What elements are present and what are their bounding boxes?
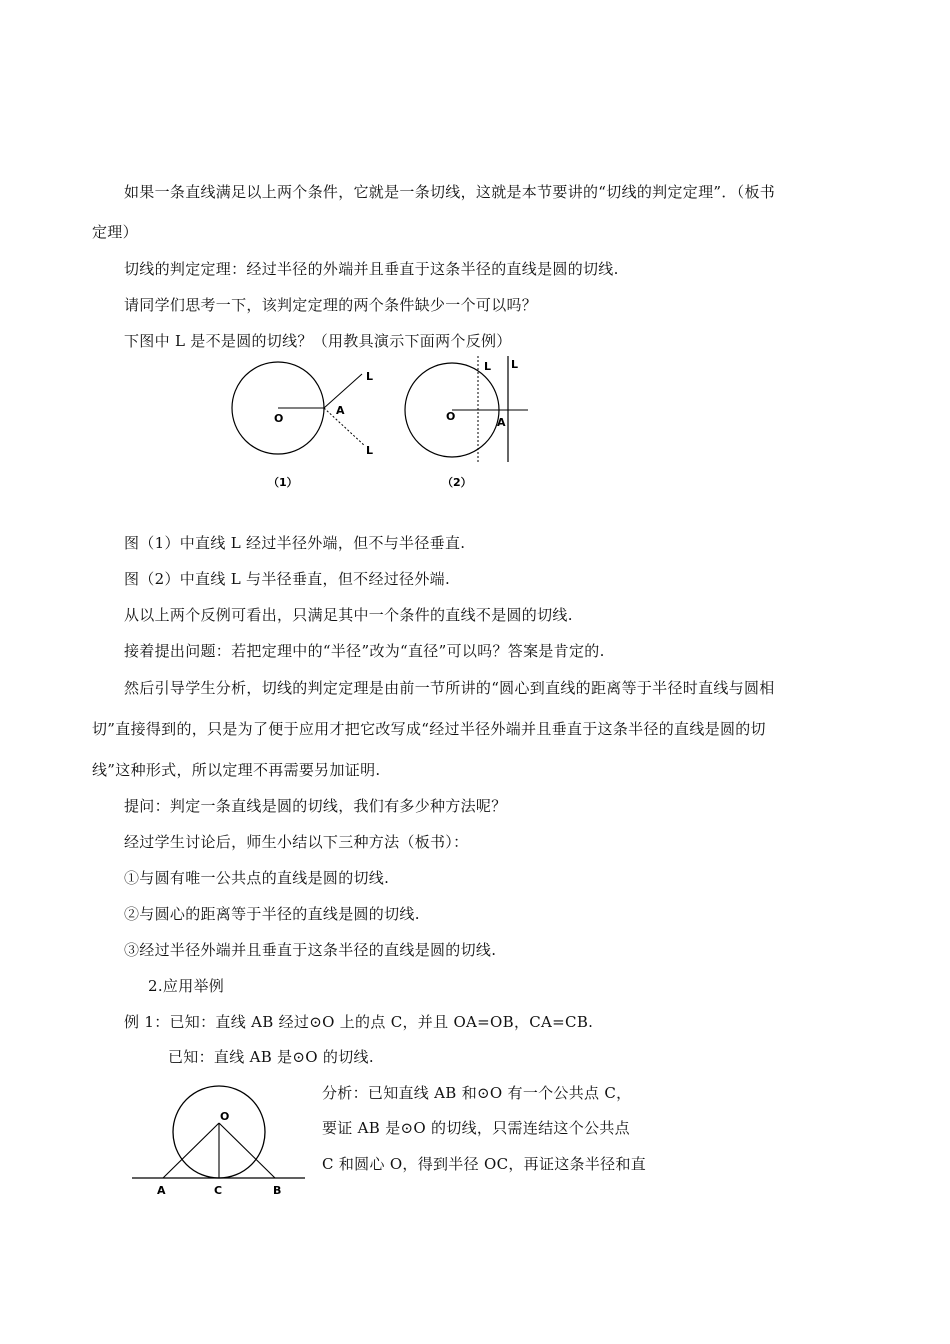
paragraph-figure2-explanation: 图（2）中直线 L 与半径垂直，但不经过径外端. bbox=[124, 570, 451, 588]
paragraph-figure-intro: 下图中 L 是不是圆的切线？（用教具演示下面两个反例） bbox=[124, 332, 512, 350]
figure3-label-b: B bbox=[273, 1184, 282, 1197]
figure1-label-a: A bbox=[336, 404, 345, 417]
paragraph-theorem-intro: 如果一条直线满足以上两个条件，它就是一条切线，这就是本节要讲的“切线的判定定理”．（板书 bbox=[124, 183, 776, 201]
method-item-1: ①与圆有唯一公共点的直线是圆的切线. bbox=[124, 869, 390, 887]
paragraph-methods-question: 提问：判定一条直线是圆的切线，我们有多少种方法呢？ bbox=[124, 797, 507, 815]
paragraph-methods-summary: 经过学生讨论后，师生小结以下三种方法（板书）： bbox=[124, 833, 469, 851]
figure2-label-a: A bbox=[497, 416, 506, 429]
paragraph-theorem-statement: 切线的判定定理：经过半径的外端并且垂直于这条半径的直线是圆的切线. bbox=[124, 260, 619, 278]
figure1-label-o: O bbox=[274, 412, 284, 425]
figure1-label-l-bottom: L bbox=[366, 444, 374, 457]
paragraph-analysis-2: 切”直接得到的，只是为了便于应用才把它改写成“经过半径外端并且垂直于这条半径的直线是圆的切 bbox=[92, 720, 766, 738]
figure-counterexample-2 bbox=[400, 354, 540, 494]
figure1-caption: （1） bbox=[268, 476, 298, 489]
paragraph-analysis-1: 然后引导学生分析，切线的判定定理是由前一节所讲的“圆心到直线的距离等于半径时直线与圆相 bbox=[124, 679, 775, 697]
figure3-segment-oa bbox=[163, 1123, 219, 1178]
paragraph-diameter-question: 接着提出问题：若把定理中的“半径”改为“直径”可以吗？答案是肯定的. bbox=[124, 642, 605, 660]
paragraph-conclusion: 从以上两个反例可看出，只满足其中一个条件的直线不是圆的切线. bbox=[124, 606, 573, 624]
section-heading: 2.应用举例 bbox=[148, 977, 225, 995]
figure-example-1 bbox=[130, 1076, 310, 1200]
figure3-label-o: O bbox=[220, 1110, 230, 1123]
figure2-caption: （2） bbox=[442, 476, 472, 489]
figure3-label-a: A bbox=[157, 1184, 166, 1197]
method-item-2: ②与圆心的距离等于半径的直线是圆的切线. bbox=[124, 905, 420, 923]
figure-counterexample-1 bbox=[230, 358, 380, 493]
analysis-line-2: 要证 AB 是⊙O 的切线，只需连结这个公共点 bbox=[322, 1119, 630, 1137]
example-prove: 已知：直线 AB 是⊙O 的切线. bbox=[168, 1048, 374, 1066]
figure1-line-l-upper bbox=[324, 374, 362, 408]
example-given: 例 1：已知：直线 AB 经过⊙O 上的点 C，并且 OA=OB，CA=CB. bbox=[124, 1013, 594, 1031]
analysis-line-3: C 和圆心 O，得到半径 OC，再证这条半径和直 bbox=[322, 1155, 647, 1173]
paragraph-theorem-intro-cont: 定理） bbox=[92, 223, 138, 241]
analysis-line-1: 分析：已知直线 AB 和⊙O 有一个公共点 C， bbox=[322, 1084, 632, 1102]
figure3-label-c: C bbox=[214, 1184, 223, 1197]
figure1-label-l-top: L bbox=[366, 370, 374, 383]
figure2-label-l-dotted: L bbox=[484, 360, 492, 373]
paragraph-analysis-3: 线”这种形式，所以定理不再需要另加证明. bbox=[92, 761, 381, 779]
figure2-label-l-solid: L bbox=[511, 358, 519, 371]
figure3-segment-ob bbox=[219, 1123, 275, 1178]
figure2-label-o: O bbox=[446, 410, 456, 423]
paragraph-question: 请同学们思考一下，该判定定理的两个条件缺少一个可以吗？ bbox=[124, 296, 538, 314]
paragraph-figure1-explanation: 图（1）中直线 L 经过半径外端，但不与半径垂直. bbox=[124, 534, 466, 552]
method-item-3: ③经过半径外端并且垂直于这条半径的直线是圆的切线. bbox=[124, 941, 497, 959]
